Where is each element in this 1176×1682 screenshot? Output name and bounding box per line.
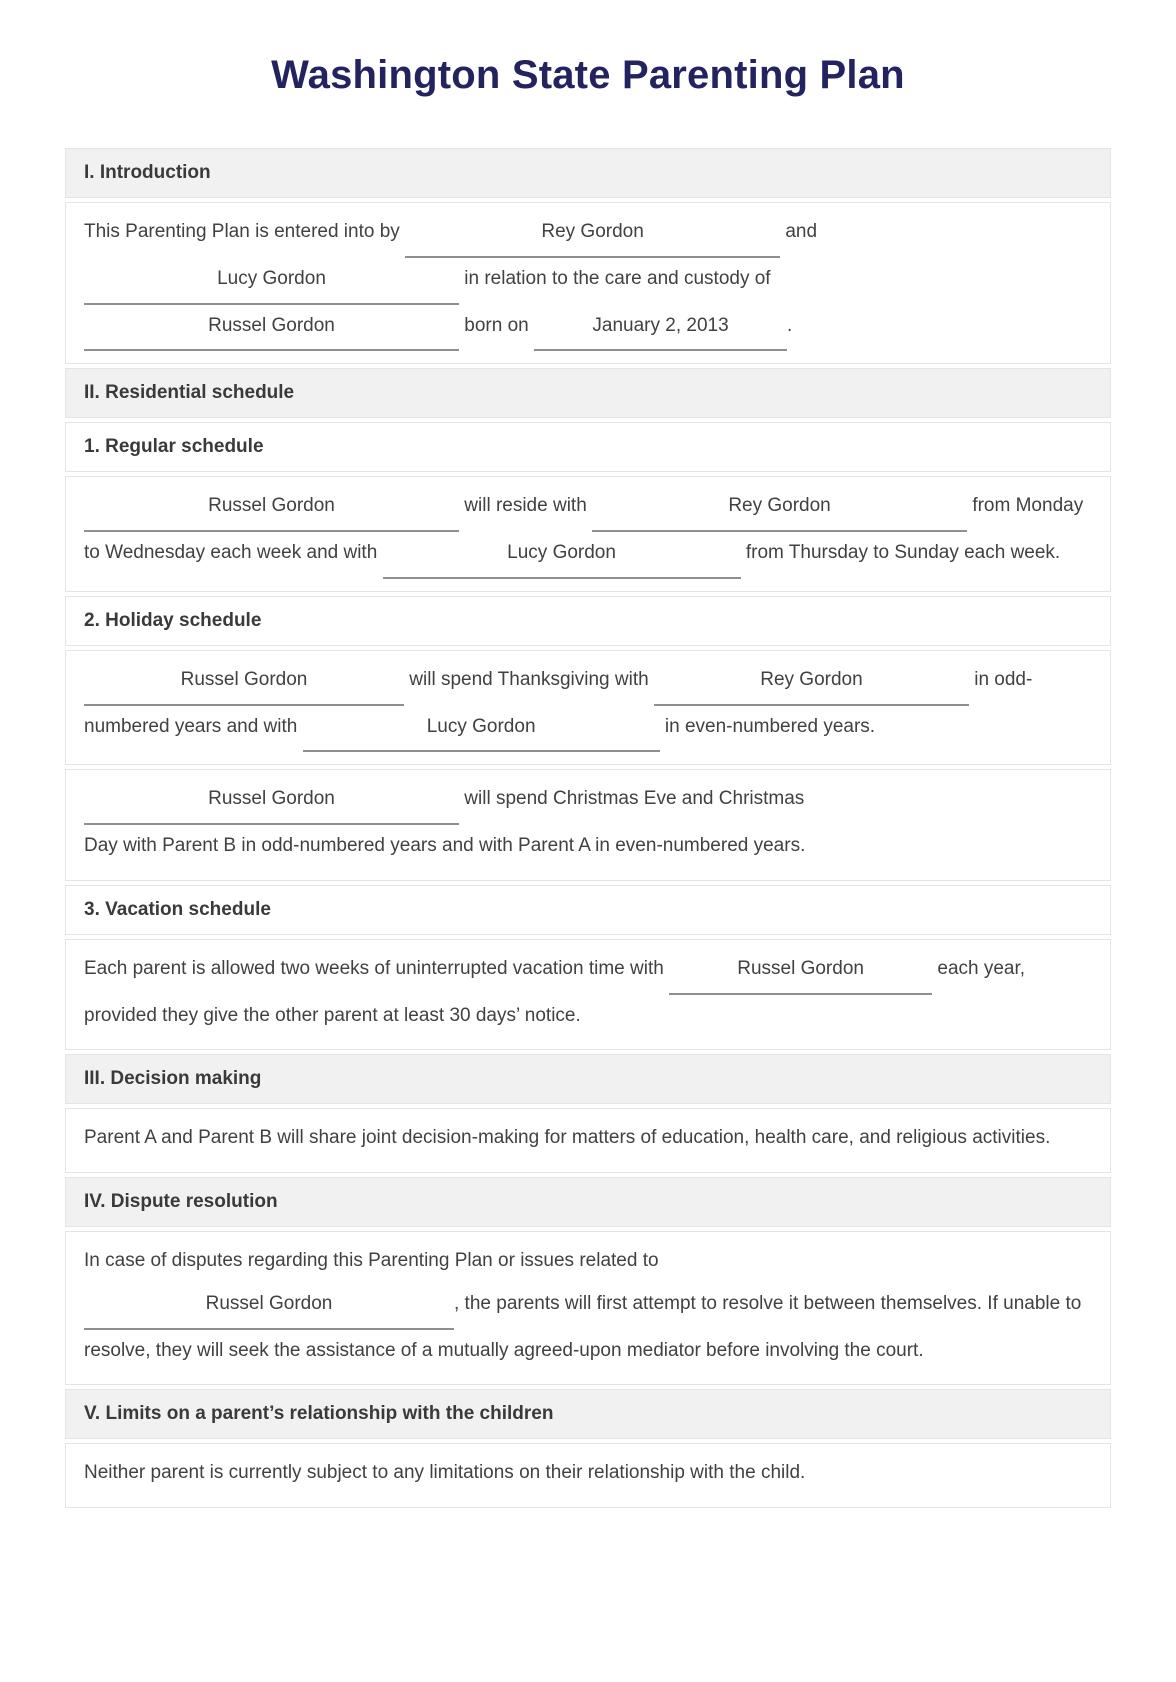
fill-in-field[interactable]: Russel Gordon (84, 659, 404, 706)
fill-in-field[interactable]: Russel Gordon (84, 305, 459, 352)
fill-in-field[interactable]: Rey Gordon (654, 659, 969, 706)
fill-in-field[interactable]: Russel Gordon (84, 1283, 454, 1330)
paragraph-text: Parent A and Parent B will share joint decision-making for matters of education, health care, and religious activities. (84, 1127, 1051, 1149)
section-header: III. Decision making (65, 1054, 1111, 1104)
paragraph-text: This Parenting Plan is entered into by (84, 221, 400, 242)
subsection-header: 2. Holiday schedule (65, 596, 1111, 646)
paragraph-text: born on (464, 314, 529, 336)
paragraph-text: . (787, 314, 793, 336)
paragraph (65, 1108, 1111, 1173)
paragraph-text: each year, provided they give the other parent at least 30 days’ notice. (84, 957, 1026, 1026)
fill-in-field[interactable]: Russel Gordon (84, 778, 459, 825)
paragraph (65, 1443, 1111, 1508)
section-header: IV. Dispute resolution (65, 1177, 1111, 1227)
fill-in-field[interactable]: Lucy Gordon (303, 706, 660, 753)
paragraph (65, 202, 1111, 364)
fill-in-field[interactable]: Lucy Gordon (383, 532, 741, 579)
paragraph-text: from Thursday to Sunday each week. (745, 542, 1061, 563)
fill-in-field[interactable]: Russel Gordon (84, 485, 459, 532)
paragraph (65, 769, 1111, 881)
fill-in-field[interactable]: January 2, 2013 (534, 305, 787, 352)
paragraph-text: Neither parent is currently subject to any limitations on their relationship with the child. (84, 1462, 806, 1484)
paragraph-text: will spend Christmas Eve and Christmas (464, 788, 805, 810)
paragraph (65, 939, 1111, 1051)
paragraph (65, 1231, 1111, 1385)
section-header: I. Introduction (65, 148, 1111, 198)
paragraph-text: in odd-numbered years and with (84, 668, 1033, 737)
section-header: II. Residential schedule (65, 368, 1111, 418)
paragraph-text: and (785, 221, 818, 242)
paragraph-text: will reside with (464, 495, 587, 517)
paragraph-text: Each parent is allowed two weeks of uninterrupted vacation time with (84, 957, 664, 979)
paragraph-text: in relation to the care and custody of (464, 267, 771, 289)
paragraph-text: in even-numbered years. (664, 715, 876, 737)
paragraph-text: will spend Thanksgiving with (409, 668, 649, 690)
section-header: V. Limits on a parent’s relationship with the children (65, 1389, 1111, 1439)
fill-in-field[interactable]: Lucy Gordon (84, 258, 459, 305)
paragraph-text: , the parents will first attempt to resolve it between themselves. If unable to resolve, they will seek the assistance of a mutually agreed-upon mediator before involving the court. (84, 1292, 1082, 1361)
paragraph (65, 650, 1111, 766)
fill-in-field[interactable]: Russel Gordon (669, 948, 932, 995)
paragraph (65, 476, 1111, 592)
paragraph-text: from Monday to Wednesday each week and with (84, 495, 1084, 563)
document-body (65, 148, 1111, 1508)
subsection-header: 3. Vacation schedule (65, 885, 1111, 935)
document-page (0, 52, 1176, 1682)
fill-in-field[interactable]: Rey Gordon (592, 485, 967, 532)
subsection-header: 1. Regular schedule (65, 422, 1111, 472)
paragraph-text: In case of disputes regarding this Parenting Plan or issues related to (84, 1250, 659, 1271)
fill-in-field[interactable]: Rey Gordon (405, 211, 780, 258)
paragraph-text: Day with Parent B in odd-numbered years and with Parent A in even-numbered years. (84, 835, 806, 856)
document-title: Washington State Parenting Plan (271, 53, 905, 97)
